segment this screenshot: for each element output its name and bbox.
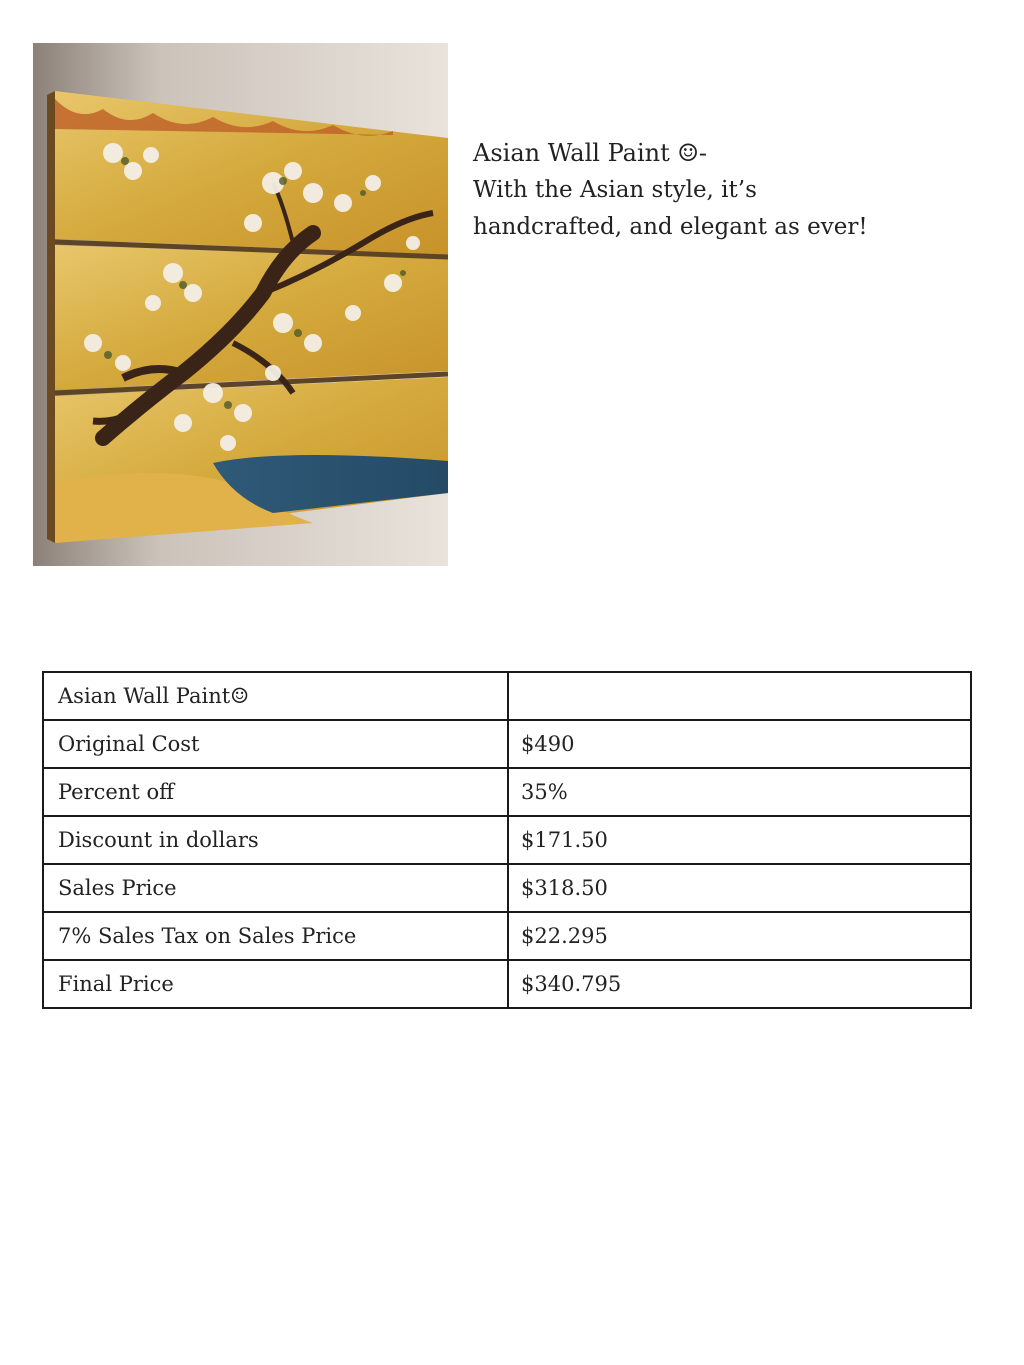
row-label: Final Price xyxy=(43,960,508,1008)
row-label: Sales Price xyxy=(43,864,508,912)
pricing-table xyxy=(42,671,972,1009)
row-label: Percent off xyxy=(43,768,508,816)
row-value: $171.50 xyxy=(508,816,971,864)
product-title: Asian Wall Paint ☺- xyxy=(473,139,707,167)
product-tagline-line-1: With the Asian style, it’s xyxy=(473,177,757,203)
table-row xyxy=(43,864,971,912)
product-tagline-line-2: handcrafted, and elegant as ever! xyxy=(473,214,868,240)
row-value: $318.50 xyxy=(508,864,971,912)
table-row xyxy=(43,912,971,960)
row-label: 7% Sales Tax on Sales Price xyxy=(43,912,508,960)
row-value: $490 xyxy=(508,720,971,768)
table-row-header xyxy=(43,672,971,720)
row-value: $22.295 xyxy=(508,912,971,960)
table-row xyxy=(43,816,971,864)
cherry-blossom-painting-image xyxy=(33,43,448,566)
table-row xyxy=(43,768,971,816)
row-label: Original Cost xyxy=(43,720,508,768)
table-row xyxy=(43,960,971,1008)
row-value: $340.795 xyxy=(508,960,971,1008)
table-header-label: Asian Wall Paint☺ xyxy=(43,672,508,720)
row-value: 35% xyxy=(508,768,971,816)
product-description xyxy=(473,135,993,246)
row-label: Discount in dollars xyxy=(43,816,508,864)
table-row xyxy=(43,720,971,768)
table-header-value xyxy=(508,672,971,720)
